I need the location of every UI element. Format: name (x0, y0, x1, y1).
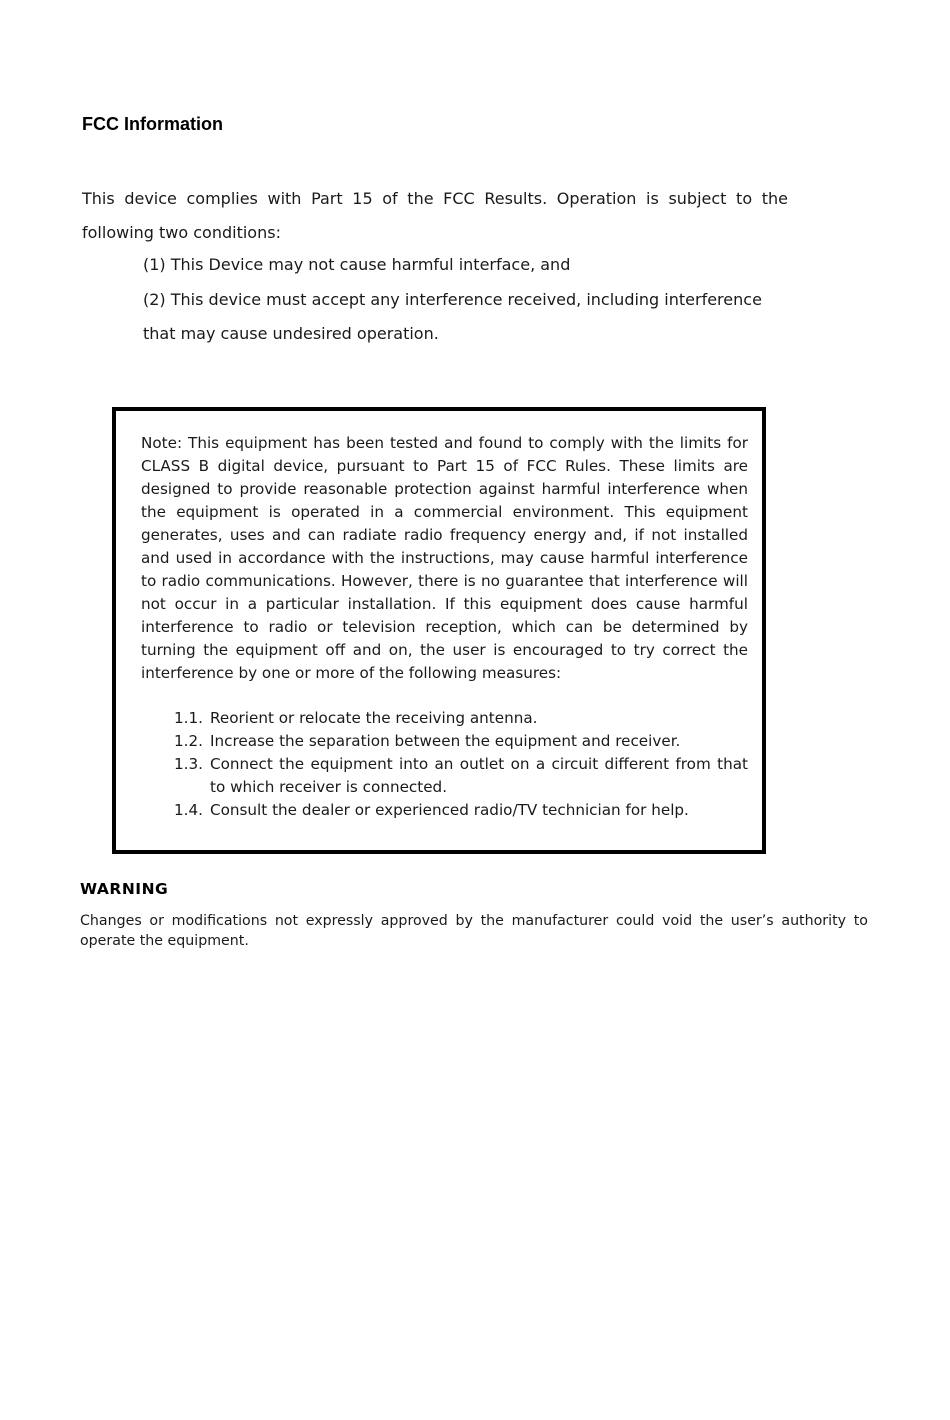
measure-number: 1.1. (174, 709, 203, 727)
measures-list (141, 707, 748, 822)
measure-item (141, 707, 748, 730)
measure-item (141, 753, 748, 799)
warning-title: WARNING (80, 880, 169, 898)
measure-text: Increase the separation between the equipment and receiver. (210, 732, 681, 750)
fcc-condition-2: (2) This device must accept any interference received, including interference that may cause undesired operation. (143, 290, 762, 343)
fcc-title: FCC Information (82, 114, 223, 134)
fcc-intro: This device complies with Part 15 of the FCC Results. Operation is subject to the following two conditions: (82, 189, 788, 242)
measure-item (141, 730, 748, 753)
measure-number: 1.3. (174, 755, 203, 773)
fcc-condition-1: (1) This Device may not cause harmful interface, and (143, 255, 571, 274)
measure-text: Reorient or relocate the receiving antenna. (210, 709, 538, 727)
measure-item (141, 799, 748, 822)
measure-number: 1.2. (174, 732, 203, 750)
measure-text: Connect the equipment into an outlet on a circuit different from that to which receiver is connected. (210, 755, 748, 796)
measure-text: Consult the dealer or experienced radio/TV technician for help. (210, 801, 689, 819)
warning-text: Changes or modifications not expressly approved by the manufacturer could void the user’s authority to operate the equipment. (80, 913, 868, 949)
note-text: Note: This equipment has been tested and found to comply with the limits for CLASS B digital device, pursuant to Part 15 of FCC Rules. These limits are designed to provide reasonable protection against harmful interference when the equipment is operated in a commercial environment. This equipment generates, uses and can radiate radio frequency energy and, if not installed and used in accordance with the instructions, may cause harmful interference to radio communications. However, there is no guarantee that interference will not occur in a particular installation. If this equipment does cause harmful interference to radio or television reception, which can be determined by turning the equipment off and on, the user is encouraged to try correct the interference by one or more of the following measures: (141, 434, 748, 682)
note-box (112, 407, 766, 854)
measure-number: 1.4. (174, 801, 203, 819)
